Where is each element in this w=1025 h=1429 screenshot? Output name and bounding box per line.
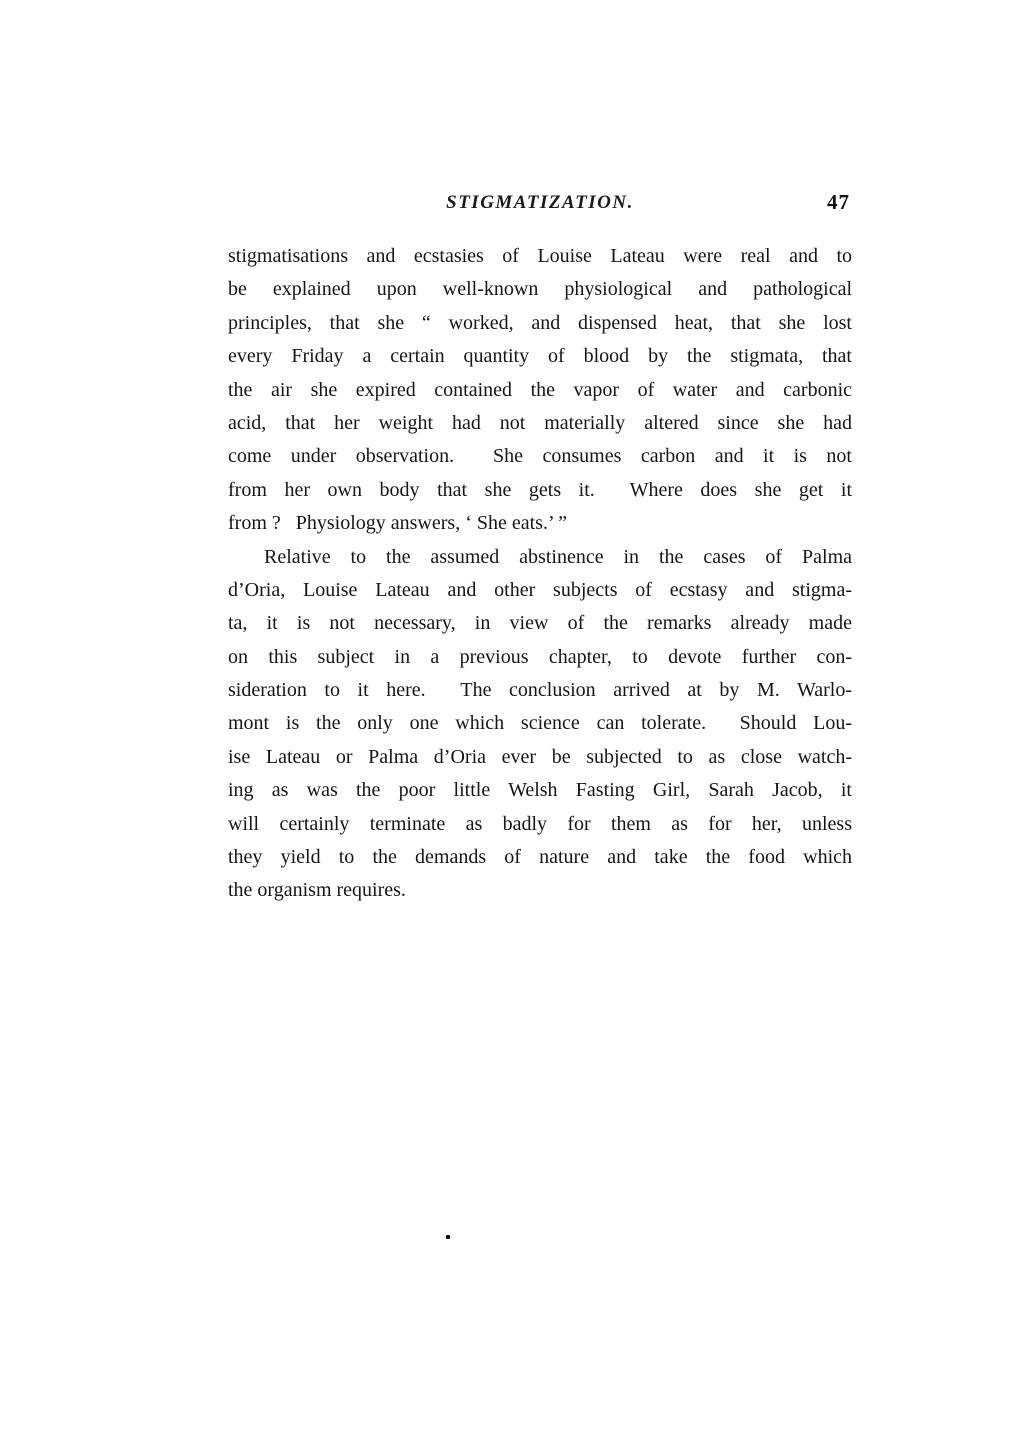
text-line: every Friday a certain quantity of blood by the stigmata, that xyxy=(228,345,852,368)
text-line: come under observation. She consumes carbon and it is not xyxy=(228,445,852,468)
body-text xyxy=(228,240,852,908)
text-line: principles, that she “ worked, and dispensed heat, that she lost xyxy=(228,311,852,334)
text-line: the organism requires. xyxy=(228,879,406,902)
paragraph xyxy=(228,240,852,541)
text-line: d’Oria, Louise Lateau and other subjects of ecstasy and stigma- xyxy=(228,578,852,601)
text-line: ta, it is not necessary, in view of the remarks already made xyxy=(228,612,852,635)
text-line: mont is the only one which science can tolerate. Should Lou- xyxy=(228,712,852,735)
page-header xyxy=(228,192,852,222)
text-line: ing as was the poor little Welsh Fasting Girl, Sarah Jacob, it xyxy=(228,779,852,802)
running-title: STIGMATIZATION. xyxy=(446,192,634,213)
text-line: acid, that her weight had not materially altered since she had xyxy=(228,411,852,434)
ink-speck-artifact xyxy=(446,1235,450,1239)
text-line: be explained upon well-known physiological and pathological xyxy=(228,278,852,301)
text-line: ise Lateau or Palma d’Oria ever be subjected to as close watch- xyxy=(228,745,852,768)
paragraph xyxy=(228,541,852,908)
page-number: 47 xyxy=(827,190,850,214)
text-line: they yield to the demands of nature and take the food which xyxy=(228,846,852,869)
text-line: on this subject in a previous chapter, to devote further con- xyxy=(228,645,852,668)
text-line: the air she expired contained the vapor of water and carbonic xyxy=(228,378,852,401)
text-line: will certainly terminate as badly for them as for her, unless xyxy=(228,812,852,835)
text-line: from her own body that she gets it. Where does she get it xyxy=(228,478,852,501)
text-line: Relative to the assumed abstinence in the cases of Palma xyxy=(264,545,852,568)
text-line: sideration to it here. The conclusion arrived at by M. Warlo- xyxy=(228,679,852,702)
text-line: stigmatisations and ecstasies of Louise Lateau were real and to xyxy=(228,245,852,267)
text-line: from ? Physiology answers, ‘ She eats.’ ” xyxy=(228,512,568,535)
